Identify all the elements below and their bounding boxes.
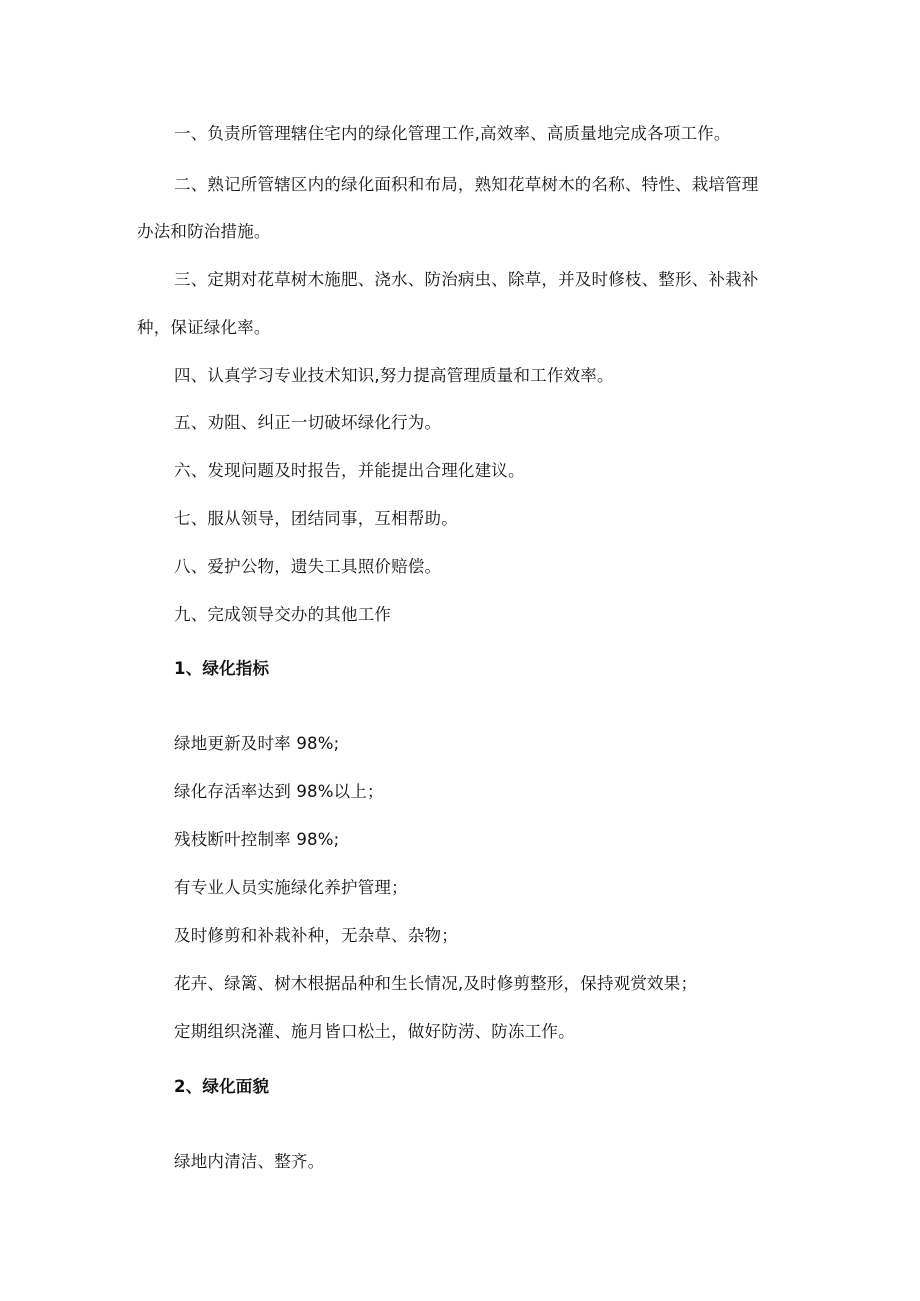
- duty-item-2-line-2: 办法和防治措施。: [137, 222, 271, 241]
- indicator-item: 有专业人员实施绿化养护管理；: [174, 878, 408, 897]
- duty-item-7: 七、服从领导，团结同事，互相帮助。: [174, 509, 458, 528]
- duty-item-6: 六、发现问题及时报告，并能提出合理化建议。: [174, 461, 525, 480]
- indicator-item: 残枝断叶控制率 98%;: [174, 830, 340, 849]
- duty-item-3-line-2: 种，保证绿化率。: [137, 318, 271, 337]
- duty-item-1: 一、负责所管理辖住宅内的绿化管理工作,高效率、高质量地完成各项工作。: [174, 124, 731, 143]
- indicator-item: 绿化存活率达到 98%以上；: [174, 782, 384, 801]
- section-heading-green-indicators: 1、绿化指标: [174, 659, 270, 678]
- duty-item-5: 五、劝阻、纠正一切破坏绿化行为。: [174, 413, 442, 432]
- duty-item-2-line-1: 二、熟记所管辖区内的绿化面积和布局，熟知花草树木的名称、特性、栽培管理: [174, 175, 759, 194]
- duty-item-9: 九、完成领导交办的其他工作: [174, 605, 392, 624]
- indicator-item: 定期组织浇灌、施月皆口松土，做好防涝、防冻工作。: [174, 1022, 575, 1041]
- appearance-item: 绿地内清洁、整齐。: [174, 1152, 325, 1171]
- indicator-item: 绿地更新及时率 98%;: [174, 734, 340, 753]
- duty-item-3-line-1: 三、定期对花草树木施肥、浇水、防治病虫、除草，并及时修枝、整形、补栽补: [174, 270, 759, 289]
- indicator-item: 及时修剪和补栽补种，无杂草、杂物；: [174, 926, 458, 945]
- indicator-item: 花卉、绿篱、树木根据品种和生长情况,及时修剪整形，保持观赏效果；: [174, 974, 698, 993]
- section-heading-green-appearance: 2、绿化面貌: [174, 1077, 270, 1096]
- duty-item-8: 八、爱护公物，遗失工具照价赔偿。: [174, 557, 442, 576]
- duty-item-4: 四、认真学习专业技术知识,努力提高管理质量和工作效率。: [174, 366, 614, 385]
